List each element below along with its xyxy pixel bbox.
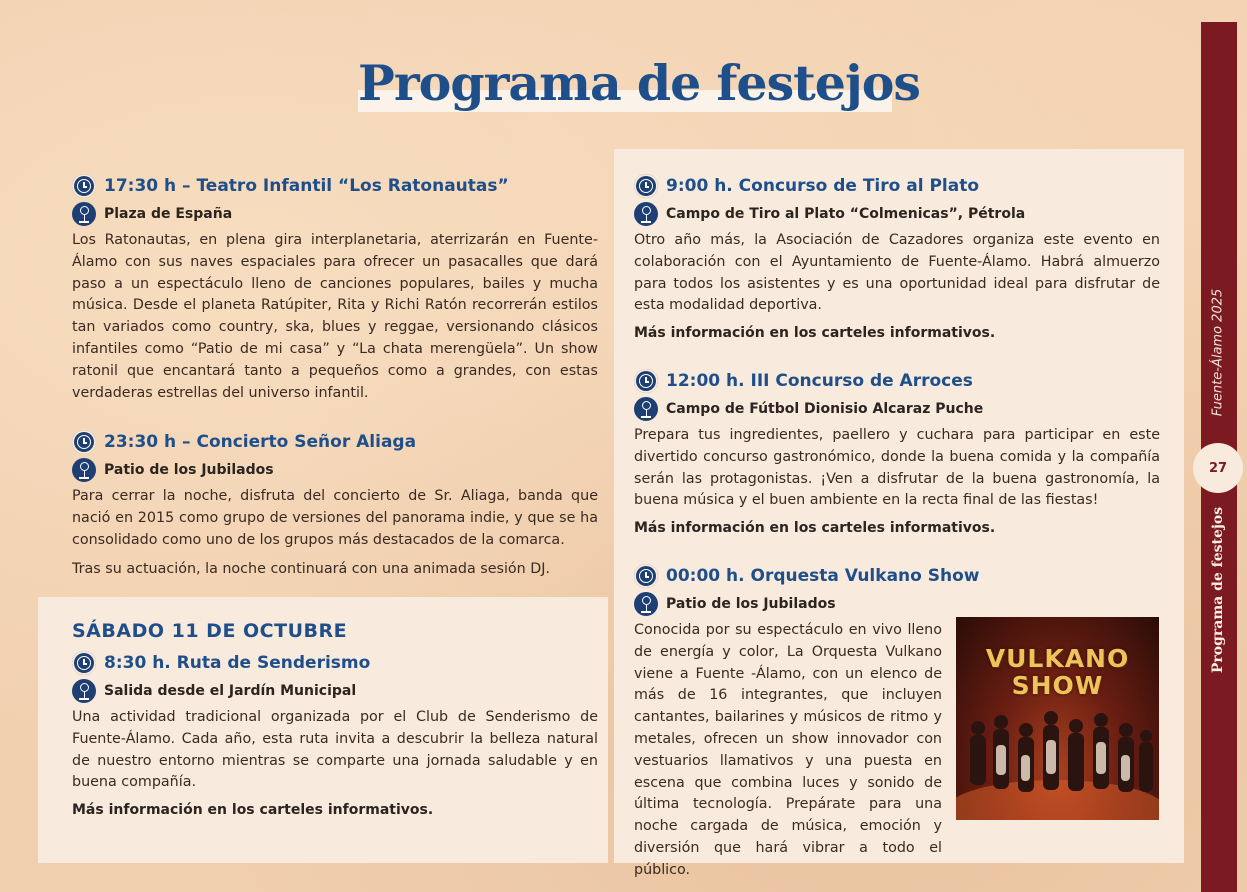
event-location-text: Campo de Fútbol Dionisio Alcaraz Puche [666, 401, 984, 417]
event-time-title: 23:30 h – Concierto Señor Aliaga [104, 432, 417, 452]
location-pin-icon [72, 458, 96, 482]
event-tiro-al-plato [634, 171, 1160, 341]
location-pin-icon [634, 202, 658, 226]
event-teatro-infantil [72, 171, 598, 404]
event-header [72, 648, 598, 678]
event-header [634, 171, 1160, 201]
event-header [72, 171, 598, 201]
event-concurso-arroces [634, 366, 1160, 536]
event-description: Conocida por su espectáculo en vivo lleno de energía y color, La Orquesta Vulkano viene a Fuente -Álamo, con un elenco de más de 16 integrantes, que incluyen cantantes, bailarines y músicos de ritmo y metales, ofrecen un show innovador con vestuarios llamativos y una puesta en escena que combina luces y sonido de última tecnología. Prepárate para una noche cargada de música, emoción y diversión que hará vibrar a todo el público. [634, 622, 942, 878]
event-more-info: Más información en los carteles informativos. [634, 325, 996, 342]
band-members-illustration [956, 700, 1159, 820]
event-header [634, 366, 1160, 396]
event-header [72, 427, 598, 457]
sidebar-section-title: Programa de festejos [1210, 506, 1226, 674]
event-location-text: Salida desde el Jardín Municipal [104, 683, 357, 699]
clock-icon [634, 369, 658, 393]
event-extra-note: Tras su actuación, la noche continuará con una animada sesión DJ. [72, 561, 551, 578]
event-description: Otro año más, la Asociación de Cazadores organiza este evento en colaboración con el Ayuntamiento de Fuente-Álamo. Habrá almuerzo para todos los asistentes y es una oportunidad ideal para disfrutar de esta modalidad deportiva. [634, 232, 1160, 314]
event-description: Prepara tus ingredientes, paellero y cuchara para participar en este divertido concurso gastronómico, donde la buena comida y la compañía serán las protagonistas. ¡Ven a disfrutar de la buena gastronomía, la buena música y el buen ambiente en la recta final de las fiestas! [634, 427, 1160, 509]
event-time-title: 9:00 h. Concurso de Tiro al Plato [666, 176, 980, 196]
event-location-text: Patio de los Jubilados [104, 462, 274, 478]
location-pin-icon [634, 397, 658, 421]
page-title: Programa de festejos [358, 54, 920, 112]
location-pin-icon [72, 679, 96, 703]
event-description: Para cerrar la noche, disfruta del concierto de Sr. Aliaga, banda que nació en 2015 como grupo de versiones del panorama indie, y que se ha consolidado como uno de los grupos más destacados de la comarca. [72, 488, 598, 548]
event-time-title: 8:30 h. Ruta de Senderismo [104, 653, 371, 673]
event-description: Una actividad tradicional organizada por el Club de Senderismo de Fuente-Álamo. Cada año, esta ruta invita a descubrir la belleza natural de nuestro entorno mientras se comparte una jornada saludable y en buena compañía. [72, 709, 598, 791]
event-time-title: 12:00 h. III Concurso de Arroces [666, 371, 973, 391]
event-description: Los Ratonautas, en plena gira interplanetaria, aterrizarán en Fuente-Álamo con sus naves espaciales para ofrecer un pasacalles que dará paso a un espectáculo lleno de canciones populares, bailes y mucha música. Desde el planeta Ratúpiter, Rita y Richi Ratón recorrerán estilos tan variados como country, ska, blues y reggae, versionando clásicos infantiles como “Patio de mi casa” y “La chata merengüela”. Un show ratonil que encantará tanto a pequeños como a grandes, con estas verdaderas estrellas del universo infantil. [72, 232, 598, 401]
event-location [72, 457, 598, 483]
clock-icon [72, 651, 96, 675]
event-location [634, 396, 1160, 422]
event-more-info: Más información en los carteles informativos. [634, 520, 996, 537]
event-location-text: Plaza de España [104, 206, 233, 222]
event-concierto-aliaga [72, 427, 598, 581]
clock-icon [72, 174, 96, 198]
event-more-info: Más información en los carteles informativos. [72, 802, 434, 819]
poster-title: VULKANO SHOW [985, 644, 1130, 700]
sidebar-edition-text: Fuente-Álamo 2025 [1210, 288, 1226, 416]
clock-icon [634, 174, 658, 198]
sidebar-section [1203, 500, 1233, 680]
day-heading: SÁBADO 11 DE OCTUBRE [72, 620, 348, 642]
event-location-text: Campo de Tiro al Plato “Colmenicas”, Pétrola [666, 206, 1026, 222]
clock-icon [634, 564, 658, 588]
clock-icon [72, 430, 96, 454]
page-title-block [358, 50, 920, 114]
event-location [72, 201, 598, 227]
page-number: 27 [1193, 443, 1243, 493]
event-location [634, 201, 1160, 227]
location-pin-icon [72, 202, 96, 226]
event-location [72, 678, 598, 704]
event-header [634, 561, 1160, 591]
event-ruta-senderismo [72, 648, 598, 818]
vulkano-show-poster [956, 617, 1159, 820]
event-location [634, 591, 1160, 617]
event-time-title: 17:30 h – Teatro Infantil “Los Ratonautas” [104, 176, 509, 196]
event-time-title: 00:00 h. Orquesta Vulkano Show [666, 566, 980, 586]
event-location-text: Patio de los Jubilados [666, 596, 836, 612]
sidebar-edition [1203, 262, 1233, 442]
location-pin-icon [634, 592, 658, 616]
